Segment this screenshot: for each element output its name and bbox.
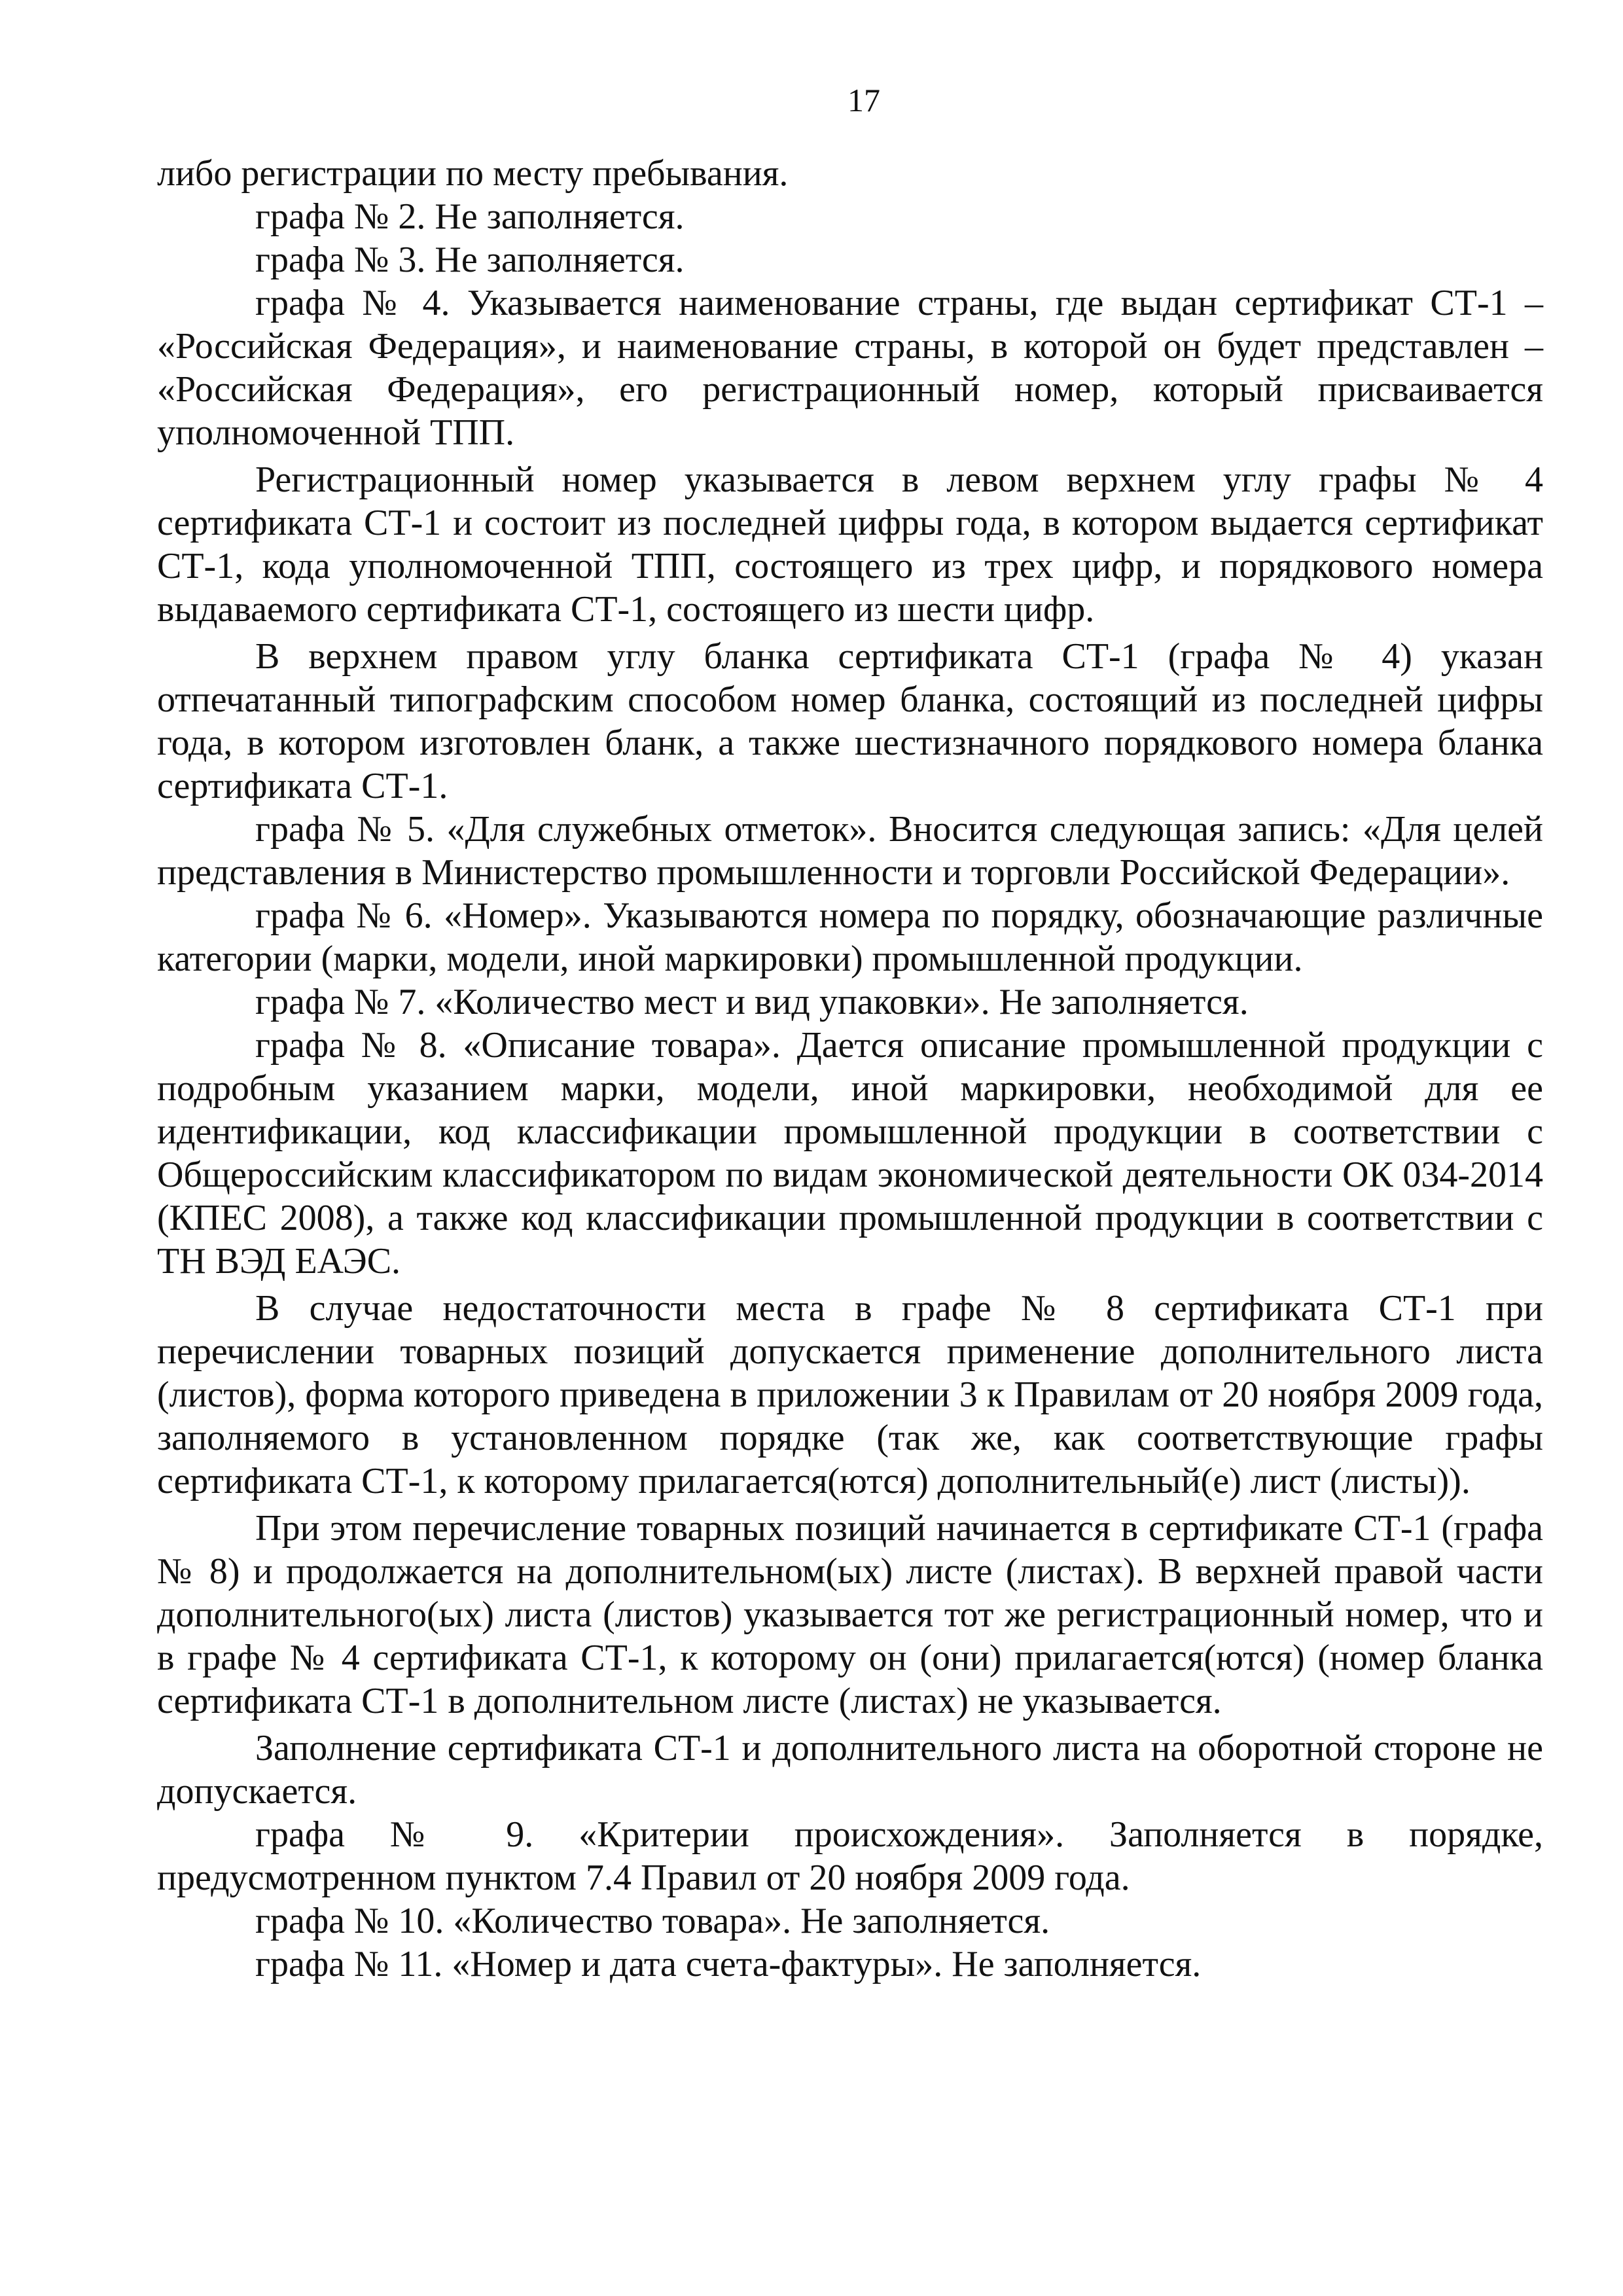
paragraph: В случае недостаточности места в графе № 8 сертификата СТ-1 при перечислении товарных позиций допускается применение дополнительного листа (листов), форма которого приведена в приложении 3 к Правилам от 20 ноября 2009 года, заполняемого в установленном порядке (так же, как соответствующие графы сертификата СТ-1, к которому прилагается(ются) дополнительный(е) лист (листы)).: [157, 1288, 1543, 1501]
document-body: [157, 152, 1543, 1986]
page-number: 17: [847, 82, 880, 118]
paragraph: В верхнем правом углу бланка сертификата СТ-1 (графа № 4) указан отпечатанный типографским способом номер бланка, состоящий из последней цифры года, в котором изготовлен бланк, а также шестизначного порядкового номера бланка сертификата СТ-1.: [157, 636, 1543, 806]
paragraph: Регистрационный номер указывается в левом верхнем углу графы № 4 сертификата СТ-1 и состоит из последней цифры года, в котором выдается сертификат СТ-1, кода уполномоченной ТПП, состоящего из трех цифр, и порядкового номера выдаваемого сертификата СТ-1, состоящего из шести цифр.: [157, 459, 1543, 630]
paragraph: графа № 11. «Номер и дата счета-фактуры». Не заполняется.: [255, 1944, 1202, 1984]
paragraph: либо регистрации по месту пребывания.: [157, 153, 789, 194]
paragraph: графа № 6. «Номер». Указываются номера по порядку, обозначающие различные категории (марки, модели, иной маркировки) промышленной продукции.: [157, 895, 1543, 979]
paragraph: графа № 5. «Для служебных отметок». Вносится следующая запись: «Для целей представления в Министерство промышленности и торговли Российской Федерации».: [157, 809, 1543, 893]
paragraph: графа № 3. Не заполняется.: [255, 240, 685, 280]
paragraph: графа № 10. «Количество товара». Не заполняется.: [255, 1901, 1050, 1941]
paragraph: графа № 2. Не заполняется.: [255, 196, 685, 237]
paragraph: Заполнение сертификата СТ-1 и дополнительного листа на оборотной стороне не допускается.: [157, 1728, 1543, 1812]
paragraph: графа № 9. «Критерии происхождения». Заполняется в порядке, предусмотренном пунктом 7.4 Правил от 20 ноября 2009 года.: [157, 1814, 1543, 1898]
paragraph: графа № 8. «Описание товара». Дается описание промышленной продукции с подробным указанием марки, модели, иной маркировки, необходимой для ее идентификации, код классификации промышленной продукции в соответствии с Общероссийским классификатором по видам экономической деятельности ОК 034-2014 (КПЕС 2008), а также код классификации промышленной продукции в соответствии с ТН ВЭД ЕАЭС.: [157, 1025, 1543, 1282]
paragraph: графа № 7. «Количество мест и вид упаковки». Не заполняется.: [255, 982, 1249, 1022]
paragraph: графа № 4. Указывается наименование страны, где выдан сертификат СТ-1 – «Российская Федерация», и наименование страны, в которой он будет представлен – «Российская Федерация», его регистрационный номер, который присваивается уполномоченной ТПП.: [157, 283, 1543, 453]
paragraph: При этом перечисление товарных позиций начинается в сертификате СТ-1 (графа № 8) и продолжается на дополнительном(ых) листе (листах). В верхней правой части дополнительного(ых) листа (листов) указывается тот же регистрационный номер, что и в графе № 4 сертификата СТ-1, к которому он (они) прилагается(ются) (номер бланка сертификата СТ-1 в дополнительном листе (листах) не указывается.: [157, 1508, 1543, 1721]
